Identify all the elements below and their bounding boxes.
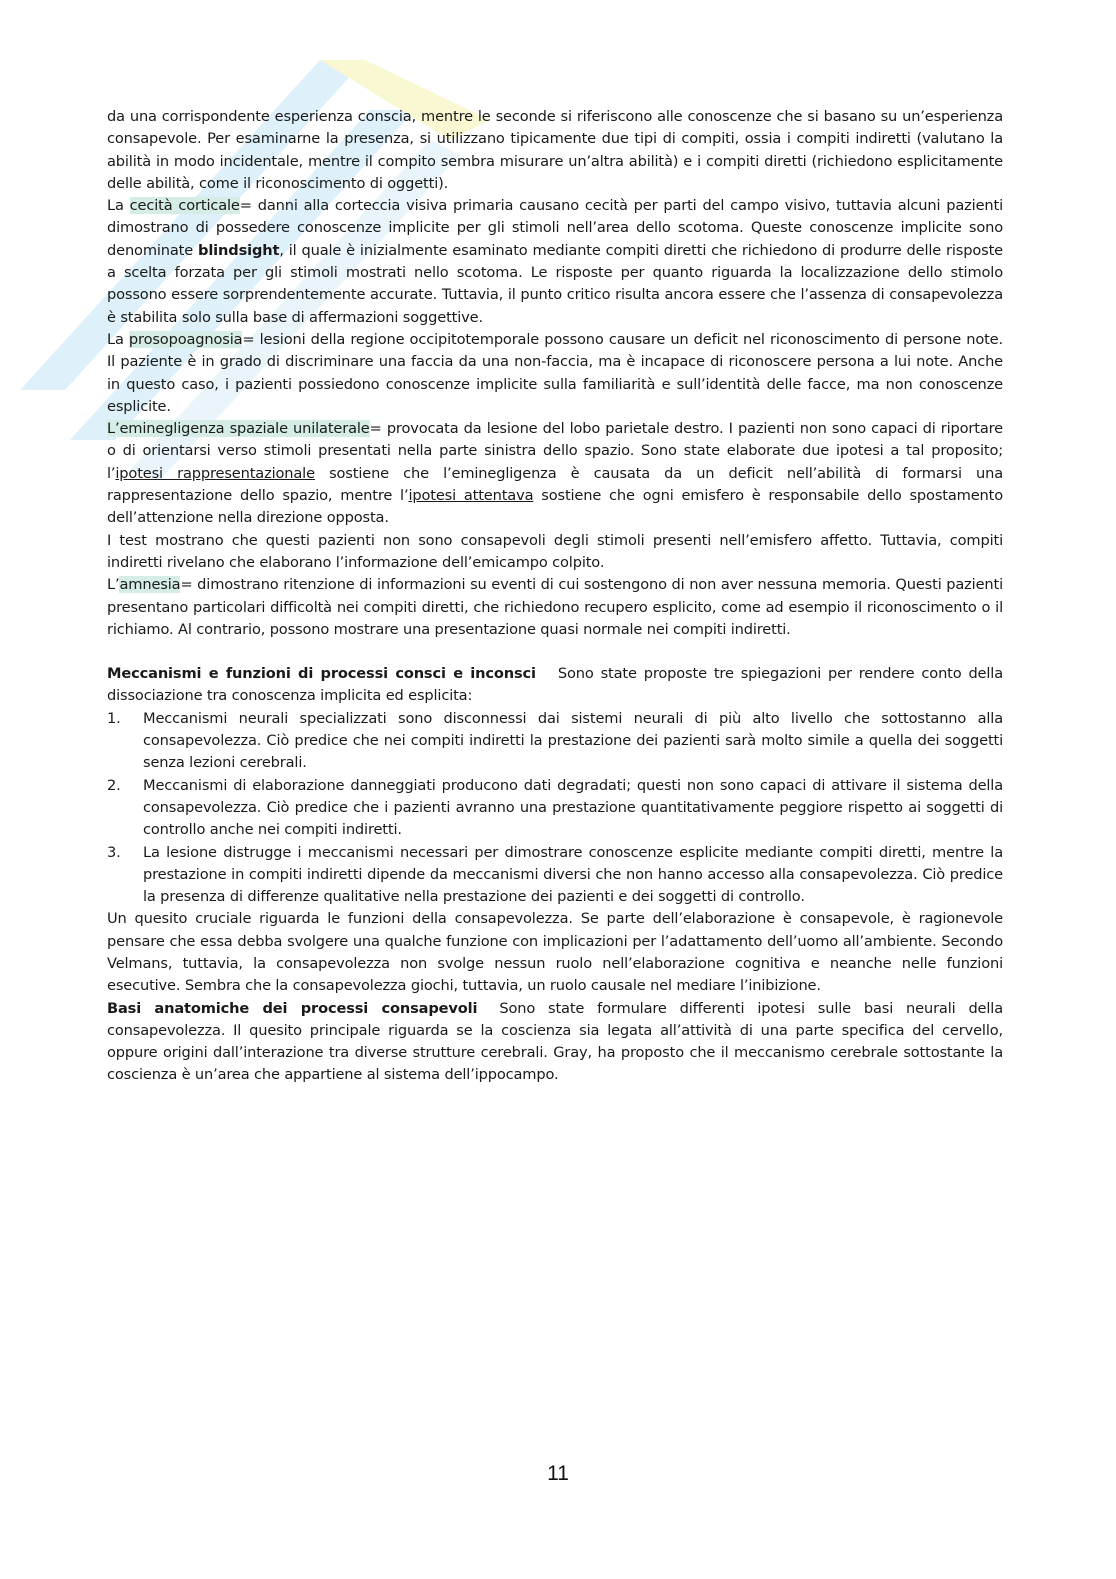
text-segment: = dimostrano ritenzione di informazioni su eventi di cui sostengono di non aver nessuna memoria. Questi pazienti presentano particolari difficoltà nei compiti diretti, che richiedono recupero esplicito, come ad esempio il riconoscimento o il richiamo. Al contrario, possono mostrare una presentazione quasi normale nei compiti indiretti. [107,576,1003,638]
term-attentional-hypothesis: ipotesi attentava [408,487,534,505]
text-segment: La [107,197,130,215]
section-heading-anatomy: Basi anatomiche dei processi consapevoli [107,999,478,1017]
text-segment: sostiene che l’eminegligenza è causata da un deficit nell’abilità di formarsi una rappresentazione dello spazio, mentre l’ [107,464,1004,505]
term-prosopagnosia: prosopoagnosia [128,330,243,348]
paragraph-consciousness-functions: Un quesito cruciale riguarda le funzioni della consapevolezza. Se parte dell’elaborazione è consapevole, è ragionevole pensare che essa debba svolgere una qualche funzione con implicazioni per l’adattamento dell’uomo all’ambiente. Secondo Velmans, tuttavia, la consapevolezza non svolge nessun ruolo nell’elaborazione cognitiva e neanche nelle funzioni esecutive. Sembra che la consapevolezza giochi, tuttavia, un ruolo causale nel mediare l’inibizione. [107,910,1003,995]
text-segment: = provocata da lesione del lobo parietale destro. I pazienti non sono capaci di riportare o di orientarsi verso stimoli presentati nella parte sinistra dello spazio. Sono state elaborate due ipotesi a tal proposito; [107,420,1003,460]
list-item [107,842,1003,909]
text-segment: Sono state proposte tre spiegazioni per rendere conto della dissociazione tra conoscenza implicita ed esplicita: [107,665,1003,705]
term-representational-hypothesis: ipotesi rappresentazionale [115,464,315,482]
section-heading-mechanisms: Meccanismi e funzioni di processi consci e inconsci [107,665,536,683]
text-segment: sostiene che ogni emisfero è responsabile dello spostamento dell’attenzione nella direzione opposta. [107,487,1003,527]
list-number: 1. [107,709,121,727]
term-amnesia: amnesia [119,576,181,594]
list-number: 3. [107,843,121,861]
paragraph-amnesia [107,574,1003,641]
paragraph-prosopagnosia [107,329,1003,418]
text-segment: L’ [107,576,120,594]
text-segment: = lesioni della regione occipitotemporale possono causare un deficit nel riconoscimento di persone note. Il paziente è in grado di discriminare una faccia da una non-faccia, ma è incapace di riconoscere persona a lui note. Anche in questo caso, i pazienti possiedono conoscenze implicite sulla familiarità e sull’identità delle facce, ma non conoscenze esplicite. [107,330,1003,415]
list-item-text: La lesione distrugge i meccanismi necessari per dimostrare conoscenze esplicite mediante compiti diretti, mentre la prestazione in compiti indiretti dipende da meccanismi diversi che non hanno accesso alla consapevolezza. Ciò predice la presenza di differenze qualitative nella prestazione dei pazienti e dei soggetti di controllo. [143,843,1003,906]
paragraph-neglect [107,418,1003,529]
term-cortical-blindness: cecità corticale [129,197,240,215]
page-number: 11 [547,1462,569,1485]
numbered-list [107,708,1003,909]
text-segment: La [107,330,129,348]
paragraph-intro: da una corrispondente esperienza conscia, mentre le seconde si riferiscono alle conoscenze che si basano su un’esperienza consapevole. Per esaminarne la presenza, si utilizzano tipicamente due tipi di compiti, ossia i compiti indiretti (valutano la abilità in modo incidentale, mentre il compito sembra misurare un’altra abilità) e i compiti diretti (richiedono esplicitamente delle abilità, come il riconoscimento di oggetti). [107,108,1003,192]
list-item-text: Meccanismi neurali specializzati sono disconnessi dai sistemi neurali di più alto livello che sottostanno alla consapevolezza. Ciò predice che nei compiti indiretti la prestazione dei pazienti sarà molto simile a quella dei soggetti senza lezioni cerebrali. [143,709,1003,772]
paragraph-section-mechanisms [107,663,1003,708]
text-segment: Sono state formulare differenti ipotesi sulle basi neurali della consapevolezza. Il quesito principale riguarda se la coscienza sia legata all’attività di una parte specifica del cervello, oppure origini dall’interazione tra diverse strutture cerebrali. Gray, ha proposto che il meccanismo cerebrale sottostante la coscienza è un’area che appartiene al sistema dell’ippocampo. [107,999,1003,1084]
term-blindsight: blindsight [198,241,280,259]
document-body [107,106,1003,1087]
paragraph-section-anatomy [107,998,1003,1087]
text-segment: , il quale è inizialmente esaminato mediante compiti diretti che richiedono di produrre delle risposte a scelta forzata per gli stimoli mostrati nello scotoma. Le risposte per quanto riguarda la localizzazione dello stimolo possono essere sorprendentemente accurate. Tuttavia, il punto critico risulta ancora essere che l’assenza di consapevolezza è stabilita solo sulla base di affermazioni soggettive. [107,241,1004,326]
list-number: 2. [107,776,121,794]
spacer [107,641,1003,663]
term-neglect: L’eminegligenza spaziale unilaterale [107,420,370,438]
paragraph-cortical-blindness [107,195,1003,329]
text-segment: l’ [107,464,116,482]
paragraph-neglect-tests: I test mostrano che questi pazienti non sono consapevoli degli stimoli presenti nell’emisfero affetto. Tuttavia, compiti indiretti rivelano che elaborano l’informazione dell’emicampo colpito. [107,531,1003,571]
list-item [107,775,1003,842]
list-item [107,708,1003,775]
text-segment: = danni alla corteccia visiva primaria causano cecità per parti del campo visivo, tuttavia alcuni pazienti dimostrano di possedere conoscenze implicite per gli stimoli nell’area dello scotoma. Queste conoscenze implicite sono denominate [107,197,1003,259]
list-item-text: Meccanismi di elaborazione danneggiati producono dati degradati; questi non sono capaci di attivare il sistema della consapevolezza. Ciò predice che i pazienti avranno una prestazione quantitativamente peggiore rispetto ai soggetti di controllo anche nei compiti indiretti. [143,776,1003,839]
